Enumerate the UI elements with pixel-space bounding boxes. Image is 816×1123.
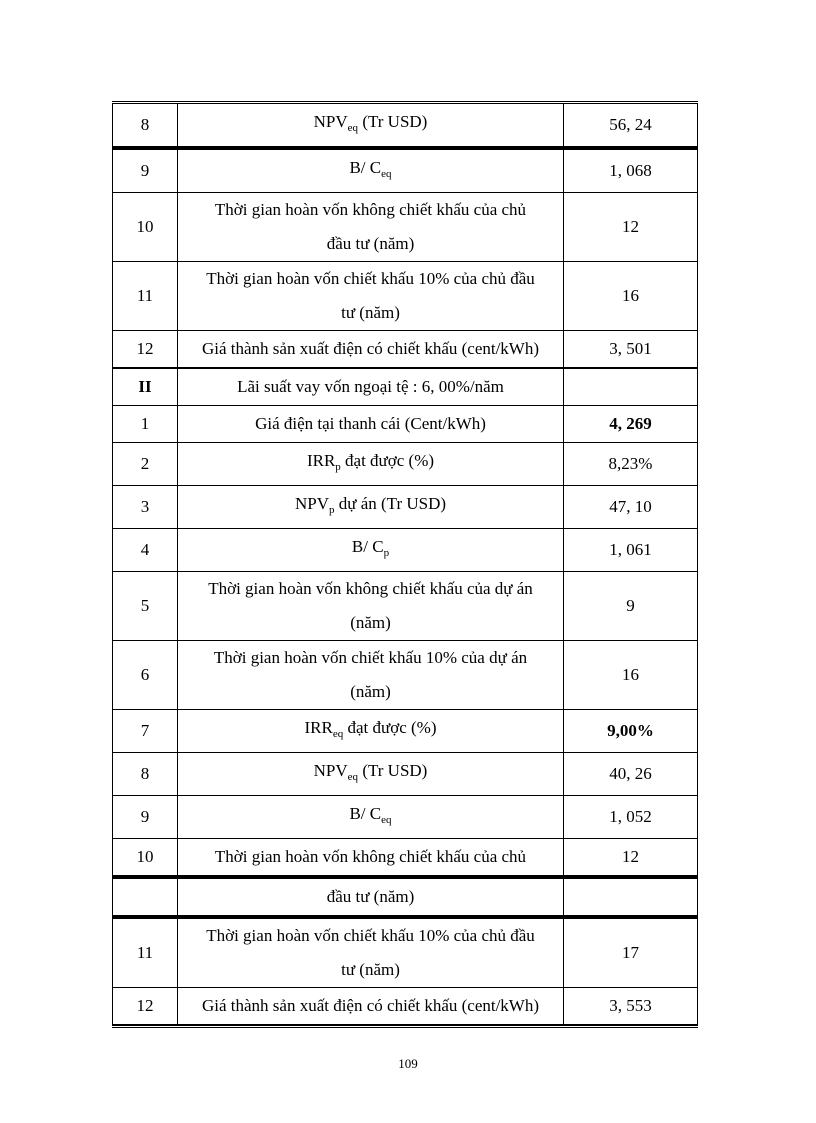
row-description: Thời gian hoàn vốn chiết khấu 10% của chủ đầu tư (năm): [178, 917, 564, 988]
row-description: đầu tư (năm): [178, 877, 564, 917]
table-row: [113, 486, 698, 529]
row-number: 11: [113, 917, 178, 988]
row-description: Thời gian hoàn vốn chiết khấu 10% của dự án (năm): [178, 641, 564, 710]
row-number: 7: [113, 710, 178, 753]
row-value: 12: [564, 839, 698, 878]
table-body: [113, 103, 698, 1027]
table-section-header: [113, 369, 698, 406]
financial-results-table: [112, 101, 698, 1028]
row-description: Thời gian hoàn vốn không chiết khấu của chủ: [178, 839, 564, 878]
row-value: 16: [564, 262, 698, 331]
row-description: $IRR_{eq}$ đạt được (%): [178, 710, 564, 753]
row-number: 12: [113, 988, 178, 1025]
row-value: 12: [564, 193, 698, 262]
row-value: 17: [564, 917, 698, 988]
row-description: Giá thành sản xuất điện có chiết khấu (cent/kWh): [178, 988, 564, 1025]
section-number: II: [113, 369, 178, 406]
row-value: [564, 1025, 698, 1027]
row-number: 4: [113, 529, 178, 572]
row-description: $NPV_{eq}$ (Tr USD): [178, 753, 564, 796]
table-row: [113, 753, 698, 796]
row-value: [564, 877, 698, 917]
row-description: $NPV_p$ dự án (Tr USD): [178, 486, 564, 529]
table-row: [113, 839, 698, 878]
row-description: Giá thành sản xuất điện có chiết khấu (cent/kWh): [178, 331, 564, 368]
row-number: 10: [113, 839, 178, 878]
table-row-continuation: [113, 877, 698, 917]
row-value: 8,23%: [564, 443, 698, 486]
row-value: 56, 24: [564, 103, 698, 149]
table-row: [113, 262, 698, 331]
table-row: [113, 193, 698, 262]
row-number: [113, 1025, 178, 1027]
table-row: [113, 917, 698, 988]
row-value: 1, 068: [564, 148, 698, 193]
row-number: 10: [113, 193, 178, 262]
table-row: [113, 988, 698, 1025]
row-number: 6: [113, 641, 178, 710]
row-number: 1: [113, 406, 178, 443]
table-row: [113, 710, 698, 753]
row-number: 8: [113, 103, 178, 149]
row-value: 47, 10: [564, 486, 698, 529]
row-description: $IRR_p$ đạt được (%): [178, 443, 564, 486]
row-description: B/ $C_p$: [178, 529, 564, 572]
row-value: 16: [564, 641, 698, 710]
row-value: 40, 26: [564, 753, 698, 796]
row-value: 3, 553: [564, 988, 698, 1025]
table-row: [113, 641, 698, 710]
section-title: Lãi suất vay vốn ngoại tệ : 6, 00%/năm: [178, 369, 564, 406]
row-description: $NPV_{eq}$ (Tr USD): [178, 103, 564, 149]
row-number: 9: [113, 148, 178, 193]
row-description: [178, 1025, 564, 1027]
row-value: 9: [564, 572, 698, 641]
row-number: 12: [113, 331, 178, 368]
row-value: 4, 269: [564, 406, 698, 443]
row-value: 9,00%: [564, 710, 698, 753]
row-number: 11: [113, 262, 178, 331]
row-description: B/ $C_{eq}$: [178, 796, 564, 839]
row-description: Thời gian hoàn vốn không chiết khấu của dự án (năm): [178, 572, 564, 641]
row-description: B/ $C_{eq}$: [178, 148, 564, 193]
page-number: 109: [398, 1056, 418, 1071]
table-row: [113, 148, 698, 193]
row-value: 1, 061: [564, 529, 698, 572]
table-row: [113, 796, 698, 839]
table-row: [113, 572, 698, 641]
row-number: 8: [113, 753, 178, 796]
table-row: [113, 443, 698, 486]
row-value: [564, 369, 698, 406]
table-row: [113, 331, 698, 368]
row-value: 1, 052: [564, 796, 698, 839]
table-row: [113, 103, 698, 149]
row-number: 5: [113, 572, 178, 641]
row-description: Thời gian hoàn vốn chiết khấu 10% của chủ đầu tư (năm): [178, 262, 564, 331]
table-row-empty: [113, 1025, 698, 1027]
row-number: [113, 877, 178, 917]
table-row: [113, 529, 698, 572]
row-description: Giá điện tại thanh cái (Cent/kWh): [178, 406, 564, 443]
row-description: Thời gian hoàn vốn không chiết khấu của chủ đầu tư (năm): [178, 193, 564, 262]
row-number: 9: [113, 796, 178, 839]
row-value: 3, 501: [564, 331, 698, 368]
row-number: 3: [113, 486, 178, 529]
row-number: 2: [113, 443, 178, 486]
table-row: [113, 406, 698, 443]
